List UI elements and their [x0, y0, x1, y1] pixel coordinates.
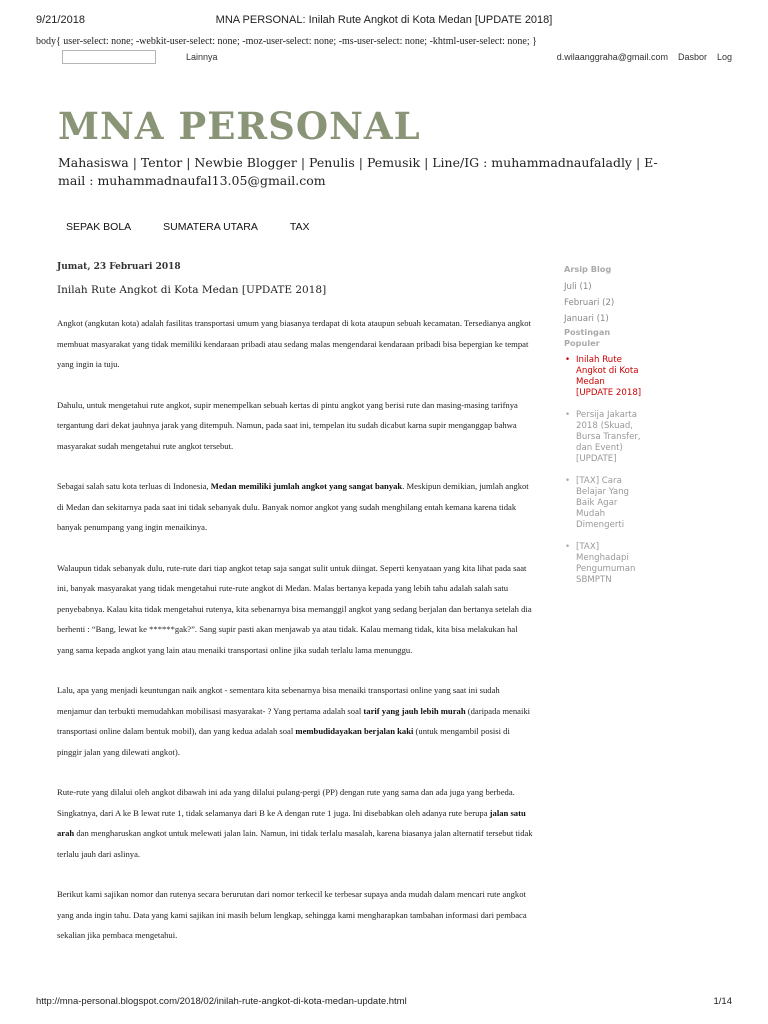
post-paragraph — [57, 680, 535, 762]
post-bold-text: membudidayakan berjalan kaki — [295, 726, 414, 736]
post-text: dan mengharuskan angkot untuk melewati jalan lain. Namun, ini tidak terlalu masalah, karena biasanya jalan alternatif tersebut tidak terlalu jauh dari aslinya. — [57, 828, 533, 859]
post-paragraph — [57, 782, 535, 864]
navbar-account — [557, 52, 732, 62]
post-text: . Meskipun demikian, jumlah angkot di Medan dan sekitarnya pada saat ini tidak sebanyak dulu. Banyak nomor angkot yang sudah menghilang entah kemana karena tidak banyak penumpang yang ingin menaikinya. — [57, 481, 529, 532]
leaked-css-text: body{ user-select: none; -webkit-user-select: none; -moz-user-select: none; -ms-user-select: none; -khtml-user-select: none; } — [36, 36, 537, 47]
popular-post-link[interactable]: • Inilah Rute Angkot di Kota Medan [UPDATE 2018] — [576, 355, 644, 399]
post-paragraph — [57, 476, 535, 538]
popular-post-link[interactable]: • Persija Jakarta 2018 (Skuad, Bursa Transfer, dan Event) [UPDATE] — [576, 410, 644, 465]
post-text: Sebagai salah satu kota terluas di Indonesia, — [57, 481, 211, 491]
navbar-search-input[interactable] — [62, 50, 156, 64]
navbar-logout-link[interactable]: Log — [716, 52, 732, 62]
post-text: (untuk mengambil posisi di pinggir jalan yang dilewati angkot). — [57, 726, 510, 757]
popular-post-link[interactable]: • [TAX] Menghadapi Pengumuman SBMPTN — [576, 542, 644, 586]
post-paragraph: Dahulu, untuk mengetahui rute angkot, supir menempelkan sebuah kertas di pintu angkot yang berisi rute dan masing-masing tarifnya tergantung dari dekat jauhnya jarak yang ditempuh. Namun, pada saat ini, tempelan itu sudah dicabut karna supir menganggap bahwa masyarakat sudah mengetahui rute angkot tersebut. — [57, 399, 518, 451]
post-paragraph: Angkot (angkutan kota) adalah fasilitas transportasi umum yang biasanya terdapat di kota ataupun sebuah kecamatan. Tersedianya angkot membuat masyarakat yang tidak memiliki kendaraan pribadi atau sedang malas mengendarai kendaraan pribadi bisa bepergian ke tempat yang ingin ia tuju. — [57, 318, 531, 369]
post-bold-text: Medan memiliki jumlah angkot yang sangat banyak — [210, 481, 403, 491]
popular-post-link[interactable]: • [TAX] Cara Belajar Yang Baik Agar Mudah Dimengerti — [576, 476, 644, 531]
post-title[interactable]: Inilah Rute Angkot di Kota Medan [UPDATE 2018] — [57, 284, 327, 296]
print-date: 9/21/2018 — [36, 14, 85, 26]
post-paragraph: Walaupun tidak sebanyak dulu, rute-rute dari tiap angkot tetap saja sangat sulit untuk diingat. Seperti kenyataan yang kita lihat pada saat ini, banyak masyarakat yang tidak mengetahui rute-rute angkot di Medan. Malas bertanya kepada yang lebih tahu adalah salah satu penyebabnya. Kalau kita tidak mengetahui rutenya, kita sebenarnya bisa memanggil angkot yang sedang berjalan dan bertanya setelah dia berhenti : “Bang, lewat ke ******gak?”. Sang supir pasti akan menjawab ya atau tidak. Kalau memang tidak, kita bisa melakukan hal yang sama kepada angkot yang lain atau menaiki transportasi online jika sudah terlalu lama menunggu. — [57, 562, 532, 655]
post-paragraph: Berikut kami sajikan nomor dan rutenya secara berurutan dari nomor terkecil ke terbesar supaya anda mudah dalam mencari rute angkot yang anda ingin tahu. Data yang kami sajikan ini masih belum lengkap, sehingga kami mengharapkan tambahan informasi dari pembaca sekalian jika pembaca mengetahui. — [57, 889, 527, 940]
page-tabs — [66, 221, 310, 233]
blogger-navbar — [62, 50, 732, 66]
tab-sumatera-utara[interactable]: SUMATERA UTARA — [163, 221, 258, 233]
popular-posts-heading: Postingan Populer — [564, 327, 611, 348]
archive-heading: Arsip Blog — [564, 264, 612, 274]
print-url: http://mna-personal.blogspot.com/2018/02/inilah-rute-angkot-di-kota-medan-update.html — [36, 996, 407, 1007]
navbar-email: d.wilaanggraha@gmail.com — [556, 52, 668, 62]
post-text: Rute-rute yang dilalui oleh angkot dibawah ini ada yang dilalui pulang-pergi (PP) dengan rute yang sama dan ada juga yang berbeda. Singkatnya, dari A ke B lewat rute 1, tidak selamanya dari B ke A dengan rute 1 juga. Ini disebabkan oleh adanya rute berupa — [57, 787, 515, 818]
print-page-number: 1/14 — [713, 996, 732, 1007]
post-text: Lalu, apa yang menjadi keuntungan naik angkot - sementara kita sebenarnya bisa menaiki transportasi online yang saat ini sudah menjamur dan terbukti memudahkan mobilisasi masyarakat- ? Yang pertama adalah soal — [57, 685, 500, 716]
post-body — [57, 313, 535, 966]
post-bold-text: tarif yang jauh lebih murah — [363, 705, 466, 716]
blog-title[interactable]: MNA PERSONAL — [58, 104, 421, 148]
tab-tax[interactable]: TAX — [289, 221, 310, 233]
post-date: Jumat, 23 Februari 2018 — [57, 262, 181, 272]
archive-item-januari[interactable]: Januari (1) — [564, 314, 609, 324]
print-footer — [36, 996, 732, 1010]
archive-list — [564, 279, 644, 327]
tab-sepak-bola[interactable]: SEPAK BOLA — [66, 221, 132, 233]
post-bold-text: jalan satu arah — [57, 807, 526, 838]
popular-posts-list — [564, 355, 644, 586]
blog-description: Mahasiswa | Tentor | Newbie Blogger | Penulis | Pemusik | Line/IG : muhammadnaufaladly | E-mail : muhammadnaufal13.05@gmail.com — [58, 155, 658, 188]
navbar-dashboard-link[interactable]: Dasbor — [677, 52, 707, 62]
navbar-next-blog-link[interactable]: Lainnya — [186, 52, 218, 62]
post-text: (daripada menaiki transportasi online dalam bentuk mobil), dan yang kedua adalah soal — [57, 705, 531, 736]
print-header — [36, 14, 732, 28]
archive-item-juli[interactable]: Juli (1) — [564, 282, 592, 292]
archive-item-februari[interactable]: Februari (2) — [564, 298, 615, 308]
sidebar — [564, 264, 644, 597]
print-page-title: MNA PERSONAL: Inilah Rute Angkot di Kota Medan [UPDATE 2018] — [215, 14, 553, 26]
